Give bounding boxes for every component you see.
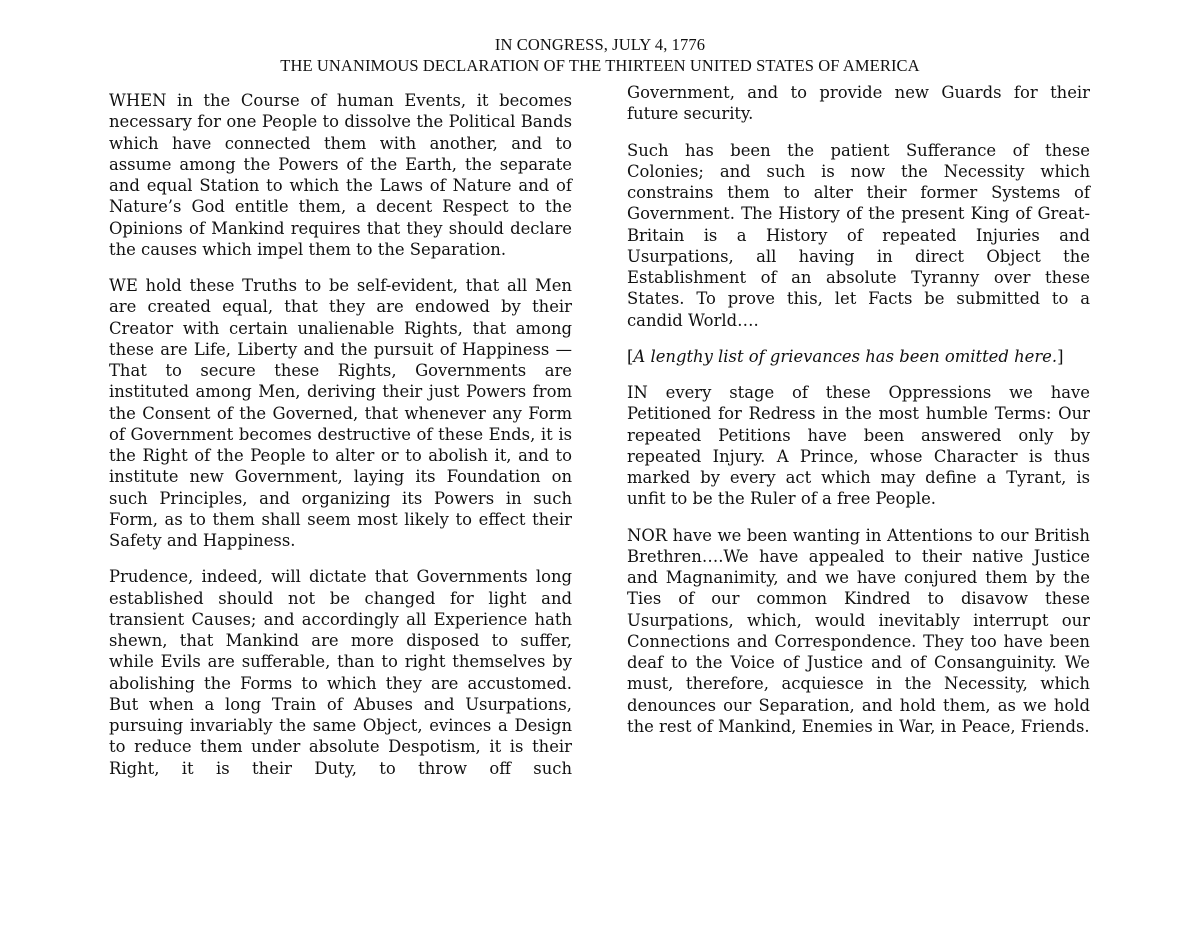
- paragraph-oppressions: IN every stage of these Oppressions we have Petitioned for Redress in the most humble Terms: Our repeated Petitions have been answered only by repeated Injury. A Prince, whose Character is thus marked by every act which may define a Tyrant, is unfit to be the Ruler of a free People.: [627, 383, 1090, 509]
- document-heading: [0, 34, 1200, 76]
- note-open-bracket: [: [627, 346, 634, 366]
- paragraph-prudence: Prudence, indeed, will dictate that Governments long established should not be changed for light and transient Causes; and accordingly all Experience hath shewn, that Mankind are more disposed to suffer, while Evils are sufferable, than to right themselves by abolishing the Forms to which they are accustomed. But when a long Train of Abuses and Usurpations, pursuing invariably the same Object, evinces a Design to reduce them under absolute Despotism, it is their Right, it is their Duty, to throw off such: [109, 567, 572, 778]
- paragraph-continuation: Government, and to provide new Guards for their future security.: [627, 83, 1090, 124]
- left-column: [109, 90, 572, 794]
- paragraph-preamble: WHEN in the Course of human Events, it becomes necessary for one People to dissolve the Political Bands which have connected them with another, and to assume among the Powers of the Earth, the separate and equal Station to which the Laws of Nature and of Nature’s God entitle them, a decent Respect to the Opinions of Mankind requires that they should declare the causes which impel them to the Separation.: [109, 91, 572, 259]
- paragraph-sufferance: Such has been the patient Sufferance of these Colonies; and such is now the Necessity which constrains them to alter their former Systems of Government. The History of the present King of Great-Britain is a History of repeated Injuries and Usurpations, all having in direct Object the Establishment of an absolute Tyranny over these States. To prove this, let Facts be submitted to a candid World….: [627, 140, 1090, 330]
- editorial-note: [627, 346, 1090, 367]
- heading-date-line: IN CONGRESS, JULY 4, 1776: [494, 35, 706, 54]
- right-column: [627, 82, 1090, 752]
- heading-title-line: THE UNANIMOUS DECLARATION OF THE THIRTEEN UNITED STATES OF AMERICA: [280, 56, 920, 75]
- note-text: A lengthy list of grievances has been omitted here.: [633, 346, 1058, 366]
- note-close-bracket: ]: [1057, 346, 1064, 366]
- paragraph-british-brethren: NOR have we been wanting in Attentions to our British Brethren….We have appealed to their native Justice and Magnanimity, and we have conjured them by the Ties of our common Kindred to disavow these Usurpations, which, would inevitably interrupt our Connections and Correspondence. They too have been deaf to the Voice of Justice and of Consanguinity. We must, therefore, acquiesce in the Necessity, which denounces our Separation, and hold them, as we hold the rest of Mankind, Enemies in War, in Peace, Friends.: [627, 525, 1090, 736]
- paragraph-self-evident-truths: WE hold these Truths to be self-evident, that all Men are created equal, that they are endowed by their Creator with certain unalienable Rights, that among these are Life, Liberty and the pursuit of Happiness — That to secure these Rights, Governments are instituted among Men, deriving their just Powers from the Consent of the Governed, that whenever any Form of Government becomes destructive of these Ends, it is the Right of the People to alter or to abolish it, and to institute new Government, laying its Foundation on such Principles, and organizing its Powers in such Form, as to them shall seem most likely to effect their Safety and Happiness.: [109, 276, 572, 550]
